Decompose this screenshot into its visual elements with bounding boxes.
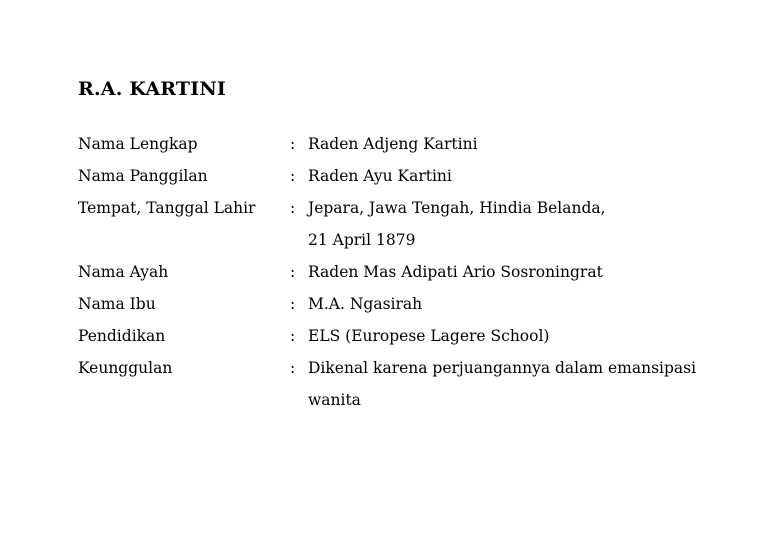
field-value-line: wanita xyxy=(308,391,361,409)
field-value-line: Raden Mas Adipati Ario Sosroningrat xyxy=(308,263,603,281)
field-separator: : xyxy=(290,263,296,281)
document-title: R.A. KARTINI xyxy=(78,78,226,100)
field-separator: : xyxy=(290,199,296,217)
field-label: Nama Ayah xyxy=(78,263,169,281)
field-row-father xyxy=(78,256,718,288)
field-value-line: Raden Ayu Kartini xyxy=(308,167,452,185)
field-label: Keunggulan xyxy=(78,359,173,377)
field-row-nickname xyxy=(78,160,718,192)
field-row-distinction xyxy=(78,352,718,416)
field-label: Tempat, Tanggal Lahir xyxy=(78,199,256,217)
field-separator: : xyxy=(290,359,296,377)
field-value xyxy=(308,288,718,320)
field-value xyxy=(308,320,718,352)
field-separator: : xyxy=(290,295,296,313)
field-value xyxy=(308,128,718,160)
field-value xyxy=(308,256,718,288)
field-row-full-name xyxy=(78,128,718,160)
field-separator: : xyxy=(290,167,296,185)
field-value-line: M.A. Ngasirah xyxy=(308,295,423,313)
biography-table xyxy=(78,128,718,416)
field-label: Nama Ibu xyxy=(78,295,156,313)
field-row-mother xyxy=(78,288,718,320)
field-value-line: ELS (Europese Lagere School) xyxy=(308,327,550,345)
field-value-line: Raden Adjeng Kartini xyxy=(308,135,478,153)
field-label: Nama Lengkap xyxy=(78,135,198,153)
field-separator: : xyxy=(290,135,296,153)
field-row-birth-place-date xyxy=(78,192,718,256)
field-label: Pendidikan xyxy=(78,327,166,345)
field-row-education xyxy=(78,320,718,352)
field-value-line: Dikenal karena perjuangannya dalam emansipasi xyxy=(308,359,697,377)
field-value xyxy=(308,192,718,256)
field-value xyxy=(308,352,718,416)
field-value xyxy=(308,160,718,192)
field-value-line: Jepara, Jawa Tengah, Hindia Belanda, xyxy=(308,199,606,217)
field-value-line: 21 April 1879 xyxy=(308,231,416,249)
field-separator: : xyxy=(290,327,296,345)
field-label: Nama Panggilan xyxy=(78,167,208,185)
